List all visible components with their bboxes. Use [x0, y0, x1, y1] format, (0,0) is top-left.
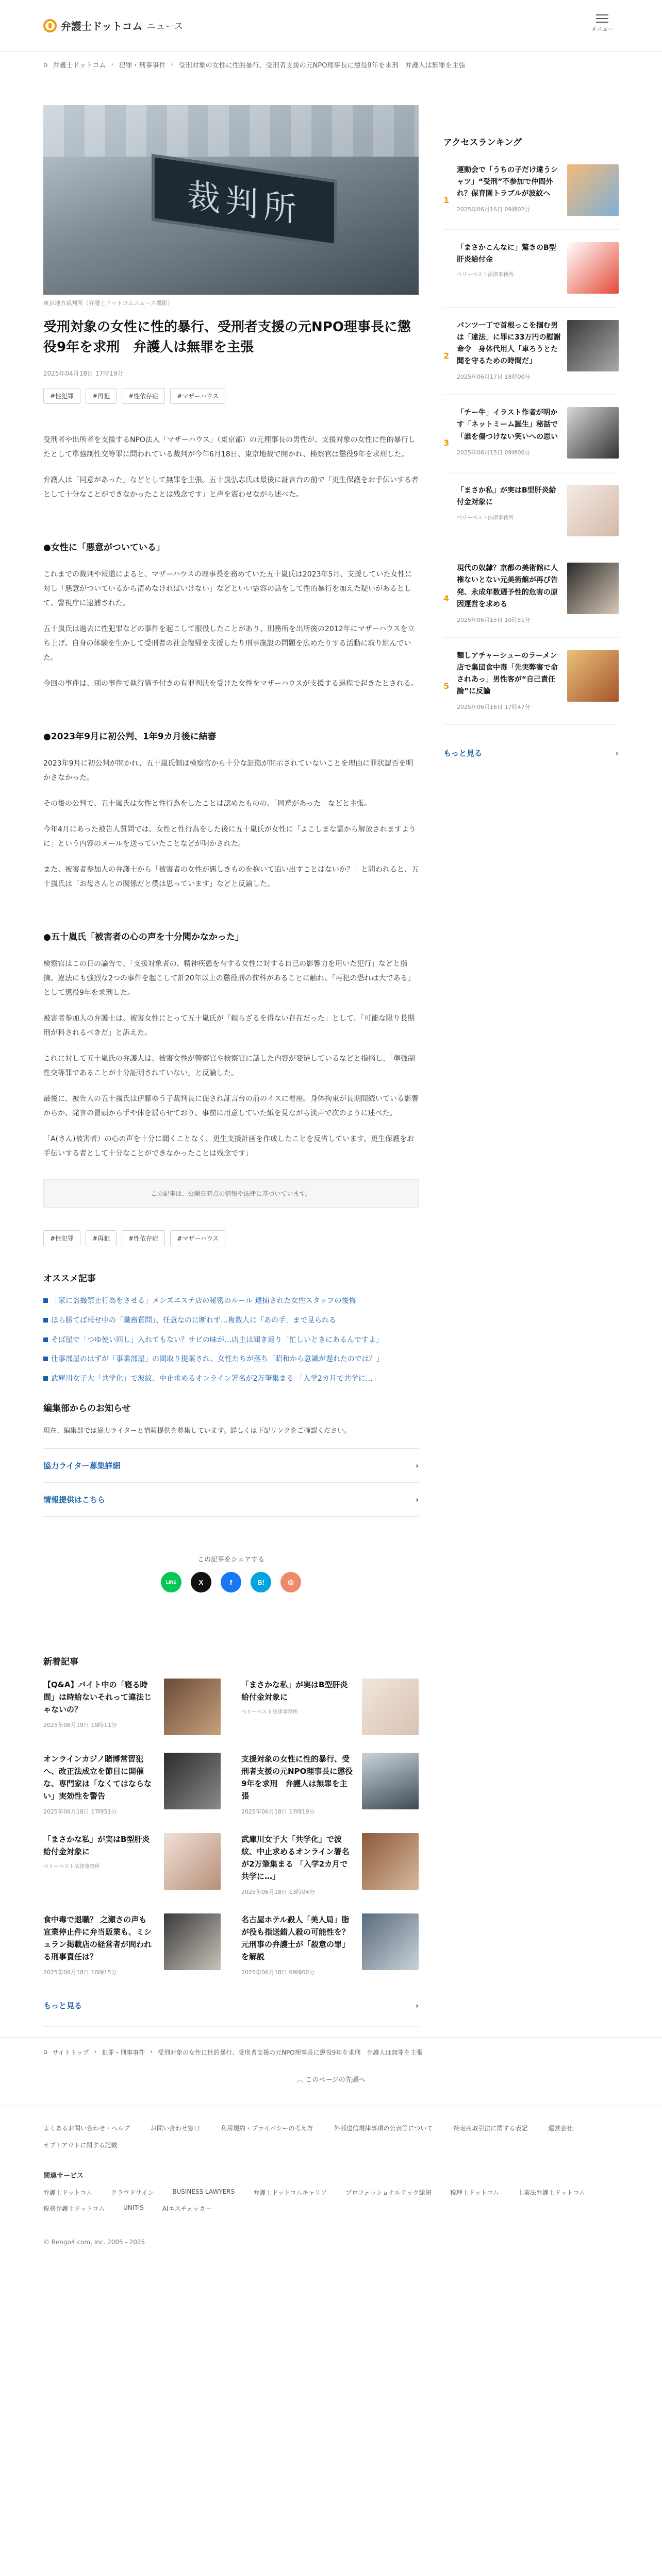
logo-sub: ニュース: [146, 21, 184, 32]
recommend-link[interactable]: そば屋で「つゆ使い回し」入れてもない？サビの味が…店主は聞き返り「忙しいときにあるんですよ」: [43, 1334, 419, 1347]
footer-links: [0, 2105, 662, 2155]
footer-link[interactable]: お問い合わせ窓口: [151, 2125, 201, 2132]
share-section: [43, 1554, 419, 1592]
article-thumbnail: [362, 1753, 419, 1809]
article-thumbnail: [164, 1679, 221, 1735]
sidebar: [443, 78, 619, 2027]
writer-recruit-link[interactable]: 協力ライター募集詳細 ›: [43, 1448, 419, 1482]
article-paragraph: 被害者参加人の弁護士は、被害女性にとって五十嵐氏が「頼らざるを得ない存在だった」として、「可能な限り長期刑が科されるべきだ」と訴えた。: [43, 1014, 415, 1037]
square-bullet-icon: [43, 1298, 48, 1303]
article-thumbnail: [567, 320, 619, 371]
services-links: [0, 2188, 662, 2213]
page-top-link[interactable]: ︿ このページの先頭へ: [0, 2067, 662, 2105]
pocket-share-button[interactable]: ◎: [280, 1572, 301, 1592]
article-paragraph: 受刑者や出所者を支援するNPO法人「マザーハウス」（東京都）の元理事長の男性が、支援対象の女性に性的暴行したとして準強制性交等罪に問われている裁判が今年6月18日、東京地裁で開かれ、検察官は懲役9年を求刑した。: [43, 436, 416, 459]
footer-breadcrumb: [0, 2038, 662, 2067]
service-link[interactable]: プロフェッショナルテック総研: [345, 2189, 432, 2197]
article-tags: [43, 388, 419, 404]
latest-card[interactable]: 支援対象の女性に性的暴行、受刑者支援の元NPO理事長に懲役9年を求刑 弁護人は無罪を主張 2025年06月18日 17時19分: [241, 1753, 419, 1816]
service-link[interactable]: 税理士ドットコム: [450, 2189, 499, 2197]
logo-icon: [43, 19, 57, 32]
article-thumbnail: [567, 650, 619, 702]
tag[interactable]: #マザーハウス: [170, 388, 225, 404]
contact-heading: 編集部からのお知らせ: [43, 1403, 131, 1414]
latest-articles: [43, 1654, 419, 2027]
article-thumbnail: [567, 563, 619, 614]
ad-thumbnail: [164, 1833, 221, 1890]
tag[interactable]: #再犯: [86, 388, 117, 404]
square-bullet-icon: [43, 1357, 48, 1361]
article-paragraph: 弁護人は「同意があった」などとして無罪を主張。五十嵐弘志氏は最後に証言台の前で「更生保護をお手伝いする者として十分なことができなかったことは残念です」と声を震わせながら述べた。: [43, 476, 419, 499]
article-thumbnail: [164, 1753, 221, 1809]
chevron-right-icon: ›: [415, 1461, 419, 1470]
home-icon: ⌂: [43, 61, 48, 69]
footer-link[interactable]: 利用規約・プライバシーの考え方: [221, 2125, 313, 2132]
footer-link[interactable]: よくあるお問い合わせ・ヘルプ: [43, 2125, 130, 2132]
chevron-right-icon: ›: [150, 2048, 153, 2056]
ranking-heading: アクセスランキング: [443, 138, 522, 148]
latest-more-link[interactable]: もっと見る ›: [43, 1985, 419, 2027]
line-share-button[interactable]: LINE: [161, 1572, 181, 1592]
section-heading: ●五十嵐氏「被害者の心の声を十分聞かなかった」: [43, 932, 244, 942]
ranking-item[interactable]: 「まさかこんなに」驚きのB型肝炎給付金 ベリーベスト法律事務所: [443, 242, 619, 308]
article-paragraph: 2023年9月に初公判が開かれ、五十嵐氏側は検察官から十分な証拠が開示されていないことを理由に罪状認否を明かさなかった。: [43, 759, 413, 782]
latest-card[interactable]: オンラインカジノ賭博常習犯へ、改正法成立を節目に開催な、専門家は「なくてはならない」実効性を警告 2025年06月18日 17時51分: [43, 1753, 221, 1816]
tag[interactable]: #性依存症: [122, 1230, 165, 1246]
breadcrumb-current: 受刑対象の女性に性的暴行、受刑者支援の元NPO理事長に懲役9年を求刑 弁護人は無罪を主張: [178, 62, 466, 70]
square-bullet-icon: [43, 1376, 48, 1381]
breadcrumb-item[interactable]: 犯罪・刑事事件: [119, 62, 166, 70]
facebook-share-button[interactable]: f: [221, 1572, 241, 1592]
article-paragraph: 「A(さん)被害者）の心の声を十分に聞くことなく、更生支援計画を作成したことを反省しています。更生保護をお手伝いする者として十分なことができなかったことは残念です」: [43, 1135, 415, 1158]
recommend-link[interactable]: 「家に盗撮禁止行為をさせる」メンズエステ店の秘密のルール 逮捕された女性スタッフの後悔: [43, 1295, 419, 1308]
section-heading: ●女性に「悪意がついている」: [43, 543, 165, 553]
tag[interactable]: #再犯: [86, 1230, 117, 1246]
article-paragraph: その後の公判で、五十嵐氏は女性と性行為をしたことは認めたものの、「同意があった」などと主張。: [43, 800, 372, 808]
recommend-link[interactable]: ほら勝てば報せ中の「職務質問」、任意なのに断れず…複数人に「あの手」まで見られる: [43, 1315, 419, 1327]
latest-heading: 新着記事: [43, 1657, 78, 1668]
tag[interactable]: #性犯罪: [43, 388, 80, 404]
chevron-right-icon: ›: [171, 61, 174, 69]
article-paragraph: 今回の事件は、別の事件で執行猶予付きの有罪判決を受けた女性をマザーハウスが支援する過程で起きたとされる。: [43, 680, 418, 688]
article-paragraph: 今年4月にあった被告人質問では、女性と性行為をした後に五十嵐氏が女性に「よこしまな霊から解放されますように」という内容のメールを送っていたことなどが明かされた。: [43, 825, 416, 848]
share-label: この記事をシェアする: [197, 1556, 264, 1564]
image-caption: 東京地方裁判所（弁護士ドットコムニュース撮影）: [43, 300, 173, 307]
site-footer: [0, 2037, 662, 2266]
ranking-item[interactable]: 2 パンツ一丁で首根っこを掴む男は「違法」に罪に33万円の慰謝命令 身体代用人「車ろうとた聞を守るための時間だ」 2025年06月17日 18時00分: [443, 320, 619, 395]
hatena-share-button[interactable]: B!: [251, 1572, 271, 1592]
services-title: 関連サービス: [43, 2172, 84, 2180]
article-paragraph: 最後に、被告人の五十嵐氏は伊藤ゆう子裁判長に促され証言台の前のイスに着座。身体拘束が長期間続いている影響からか、発言の冒頭から手や体を揺らせており、事前に用意していた紙を見ながら淡声で次のように述べた。: [43, 1095, 419, 1117]
ranking-more-link[interactable]: もっと見る ›: [443, 748, 619, 758]
recommend-heading: オススメ記事: [43, 1274, 96, 1284]
article-main: [43, 78, 419, 2027]
site-header: [0, 0, 662, 52]
tag[interactable]: #性犯罪: [43, 1230, 80, 1246]
ranking-item[interactable]: 4 現代の奴隷？京都の美術館に人権ないとない元美術館が再び告発、永成年数週予性的危害の原因運営を求める 2025年06月15日 10時51分: [443, 563, 619, 637]
menu-button[interactable]: [591, 14, 614, 33]
article-date: 2025年04月18日 17時19分: [43, 370, 124, 377]
breadcrumb-item[interactable]: サイトトップ: [52, 2049, 89, 2057]
article-paragraph: 五十嵐氏は過去に性犯罪などの事件を起こして服役したことがあり、刑務所を出所後の2012年にマザーハウスを立ち上げ。自身の体験を生かして受刑者の社会復帰を支援したり刑事施設の問題を広めたりする活動に取り組んでいた。: [43, 625, 415, 662]
recommend-link[interactable]: 仕事部屋のはずが「事業部屋」の間取り提案され、女性たちが落ち「昭和から意識が遅れたのでは？」: [43, 1353, 419, 1366]
article-thumbnail: [567, 407, 619, 459]
article-thumbnail: [164, 1913, 221, 1970]
recommend-link[interactable]: 武庫川女子大「共学化」で波紋、中止求めるオンライン署名が2万筆集まる 「入学2カ月で共学に…」: [43, 1373, 419, 1385]
recommended-articles: [43, 1271, 419, 1385]
footer-link[interactable]: 運営会社: [548, 2125, 573, 2132]
ad-thumbnail: [567, 485, 619, 536]
latest-card[interactable]: 食中毒で退職？ 之瀬さの声も 宣業停止件に弁当販業も、ミシュラン掲載店の経営者が問われる刑事責任は？ 2025年06月18日 10時15分: [43, 1913, 221, 1976]
breadcrumb-current: 受刑対象の女性に性的暴行、受刑者支援の元NPO理事長に懲役9年を求刑 弁護人は無罪を主張: [158, 2049, 423, 2057]
chevron-up-icon: ︿: [296, 2076, 306, 2084]
section-heading: ●2023年9月に初公判、1年9カ月後に結審: [43, 732, 217, 742]
article-paragraph: 検察官はこの日の論告で、「支援対象者の、精神疾患を有する女性に対する自己の影響力を用いた犯行」などと指摘。違法にも強烈な2つの事件を起こして計20年以上の懲役刑の前科があることに触れ、「再犯の恐れは大である」として懲役9年を求刑した。: [43, 960, 415, 997]
service-link[interactable]: 弁護士ドットコムキャリア: [253, 2189, 327, 2197]
article-thumbnail: [567, 164, 619, 216]
article-paragraph: これまでの裁判や報道によると、マザーハウスの理事長を務めていた五十嵐氏は2023年5月、支援していた女性に対し「悪意がついているから清めなければいけない」などといい霊容の話をして性的暴行を加えた疑いがあるとして、警視庁に逮捕された。: [43, 570, 412, 607]
chevron-right-icon: ›: [111, 61, 114, 69]
editorial-notice: [43, 1401, 419, 1517]
footer-link[interactable]: 外部送信規律事項の公表等について: [334, 2125, 433, 2132]
ranking-item[interactable]: 「まさか私」が実はB型肝炎給付金対象に ベリーベスト法律事務所: [443, 485, 619, 550]
chevron-right-icon: ›: [415, 1495, 419, 1504]
footer-link[interactable]: 特定商取引法に関する表記: [453, 2125, 528, 2132]
latest-card[interactable]: 「まさかな私」が実はB型肝炎給付金対象に ベリーベスト法律事務所: [43, 1833, 221, 1896]
article-tags-bottom: [43, 1230, 419, 1246]
hamburger-icon: [596, 14, 608, 23]
article-title: 受刑対象の女性に性的暴行、受刑者支援の元NPO理事長に懲役9年を求刑 弁護人は無罪を主張: [43, 319, 411, 355]
article-hero-image: 裁判所: [43, 105, 419, 295]
service-link[interactable]: 税務弁護士ドットコム: [43, 2205, 105, 2213]
service-link[interactable]: 弁護士ドットコム: [43, 2189, 93, 2197]
contact-text: 現在、編集部では協力ライターと情報提供を募集しています。詳しくは下記リンクをご確認ください。: [43, 1427, 351, 1435]
ranking-item[interactable]: 1 運動会で「うちの子だけ違うシャツ」“受刑”不参加で仲間外れ？保育園トラブルが波紋へ 2025年06月16日 09時02分: [443, 164, 619, 230]
ad-thumbnail: [362, 1679, 419, 1735]
latest-card[interactable]: 【Q&A】バイト中の「寝る時間」は時給ないそれって違法じゃないの？ 2025年06月19日 19時11分: [43, 1679, 221, 1735]
article-paragraph: また、被害者参加人の弁護士から「被害者の女性が悪しきものを抱いて追い出すことはないか？」と問われると、五十嵐氏は「お母さんとの関係だと僕は思っています」などと反論した。: [43, 866, 419, 888]
service-link[interactable]: BUSINESS LAWYERS: [172, 2188, 235, 2196]
footer-link[interactable]: オプトアウトに関する記載: [43, 2142, 118, 2149]
tip-submit-link[interactable]: 情報提供はこちら ›: [43, 1482, 419, 1517]
ranking-item[interactable]: 3 「チー牛」イラスト作者が明かす「ネットミーム誕生」秘話で「誰を傷つけない笑いへの思い 2025年06月15日 09時00分: [443, 407, 619, 472]
tag[interactable]: #マザーハウス: [170, 1230, 225, 1246]
breadcrumb-item[interactable]: 弁護士ドットコム: [53, 62, 106, 70]
site-logo[interactable]: [43, 18, 184, 33]
latest-card[interactable]: 「まさかな私」が実はB型肝炎給付金対象に ベリーベスト法律事務所: [241, 1679, 419, 1735]
square-bullet-icon: [43, 1337, 48, 1342]
copyright: © Bengo4.com, Inc. 2005 - 2025: [43, 2239, 145, 2246]
latest-card[interactable]: 武庫川女子大「共学化」で波紋、中止求めるオンライン署名が2万筆集まる 「入学2カ月で共学に…」 2025年06月18日 13時04分: [241, 1833, 419, 1896]
chevron-right-icon: ›: [94, 2048, 97, 2056]
article-notice: この記事は、公開日時点の情報や法律に基づいています。: [43, 1179, 419, 1208]
service-link[interactable]: UNITIS: [123, 2204, 144, 2212]
x-share-button[interactable]: X: [191, 1572, 211, 1592]
breadcrumb-item[interactable]: 犯罪・刑事事件: [102, 2049, 145, 2057]
menu-label: メニュー: [591, 26, 614, 32]
article-thumbnail: [362, 1833, 419, 1890]
article-paragraph: これに対して五十嵐氏の弁護人は、被害女性が警察官や検察官に話した内容が変遷しているなどと指摘し、「準強制性交等罪であることが十分証明されていない」と反論した。: [43, 1055, 415, 1077]
service-link[interactable]: クラウドサイン: [111, 2189, 154, 2197]
home-icon: ⌂: [43, 2048, 47, 2056]
breadcrumb: [0, 52, 662, 78]
tag[interactable]: #性依存症: [122, 388, 165, 404]
latest-card[interactable]: 名古屋ホテル殺人「美人局」脂が役も指送錯人殺の可能性を？元刑事の弁護士が「殺意の罪」を解説 2025年06月18日 09時00分: [241, 1913, 419, 1976]
article-thumbnail: [362, 1913, 419, 1970]
square-bullet-icon: [43, 1318, 48, 1323]
service-link[interactable]: 士業法弁護士ドットコム: [517, 2189, 585, 2197]
ranking-item[interactable]: 5 麺しアチャーシューのラーメン店で集団食中毒「先実弊害で命されあっ」男性客が“自己責任論”に反論 2025年06月16日 17時47分: [443, 650, 619, 725]
chevron-right-icon: ›: [615, 748, 619, 758]
chevron-right-icon: ›: [415, 2001, 419, 2010]
service-link[interactable]: AIエスチェッカー: [162, 2205, 211, 2213]
logo-text: 弁護士ドットコム: [61, 20, 143, 32]
ad-thumbnail: [567, 242, 619, 294]
